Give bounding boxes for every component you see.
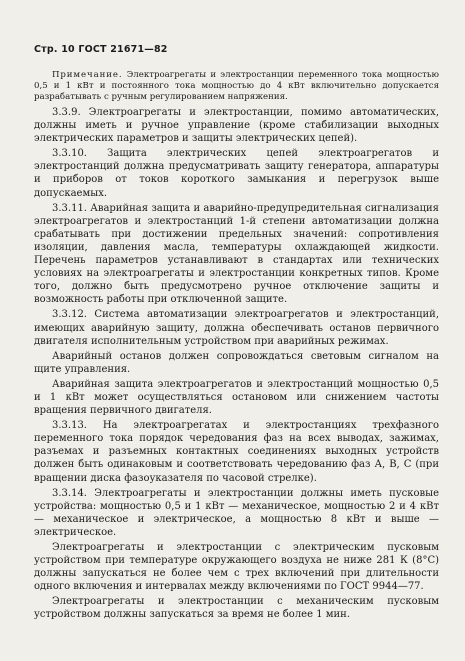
clause-3-3-11: 3.3.11. Аварийная защита и аварийно-предупредительная сигнализация электроагрегатов и электростанций 1-й степени автоматизации должна срабатывать при достижении предельных значений: сопротивления изоляции, давления масла, температуры охлаждающей жидкости. Перечень параметров устанавливают в стандартах или технических условиях на электроагрегаты и электростанции конкретных типов. Кроме того, должно быть предусмотрено ручное отключение защиты и возможность работы при отключенной защите. [34,202,439,306]
electric-starter-paragraph: Электроагрегаты и электростанции с электрическим пусковым устройством при температуре окружающего воздуха не ниже 281 К (8°С) должны запускаться не более чем с трех включений при длительности одного включения и интервалах между включениями по ГОСТ 9944—77. [34,542,439,593]
clause-3-3-9: 3.3.9. Электроагрегаты и электростанции, помимо автоматических, должны иметь и ручное управление (кроме стабилизации выходных электрических параметров и защиты электрических цепей). [34,107,439,145]
note-title: Примечание. [52,70,123,80]
page-header: Стр. 10 ГОСТ 21671—82 [34,44,168,55]
note-text: Электроагрегаты и электростанции переменного тока мощностью 0,5 и 1 кВт и постоянного тока мощностью до 4 кВт включительно допускается разрабатывать с ручным регулированием напряжения. [34,70,439,102]
emergency-protection-low-power-paragraph: Аварийная защита электроагрегатов и электростанций мощностью 0,5 и 1 кВт может осуществляться остановом или снижением частоты вращения первичного двигателя. [34,378,439,417]
clause-3-3-10: 3.3.10. Защита электрических цепей электроагрегатов и электростанций должна предусматривать защиту генератора, аппаратуры и приборов от токов короткого замыкания и перегрузок выше допускаемых. [34,148,439,199]
document-body [34,70,439,622]
clause-3-3-13: 3.3.13. На электроагрегатах и электростанциях трехфазного переменного тока порядок чередования фаз на всех выводах, зажимах, разъемах и разъемных контактных соединениях выходных устройств должен быть одинаковым и соответствовать чередованию фаз А, В, С (при вращении диска фазоуказателя по часовой стрелке). [34,420,439,484]
note-paragraph [34,70,439,103]
mechanical-starter-paragraph: Электроагрегаты и электростанции с механическим пусковым устройством должны запускаться за время не более 1 мин. [34,596,439,621]
clause-3-3-12: 3.3.12. Система автоматизации электроагрегатов и электростанций, имеющих аварийную защиту, должна обеспечивать останов первичного двигателя исполнительным устройством при аварийных режимах. [34,309,439,347]
clause-3-3-14: 3.3.14. Электроагрегаты и электростанции должны иметь пусковые устройства: мощностью 0,5 и 1 кВт — механическое, мощностью 2 и 4 кВт — механическое и электрическое, а мощностью 8 кВт и выше — электрическое. [34,487,439,538]
emergency-stop-signal-paragraph: Аварийный останов должен сопровождаться световым сигналом на щите управления. [34,350,439,375]
